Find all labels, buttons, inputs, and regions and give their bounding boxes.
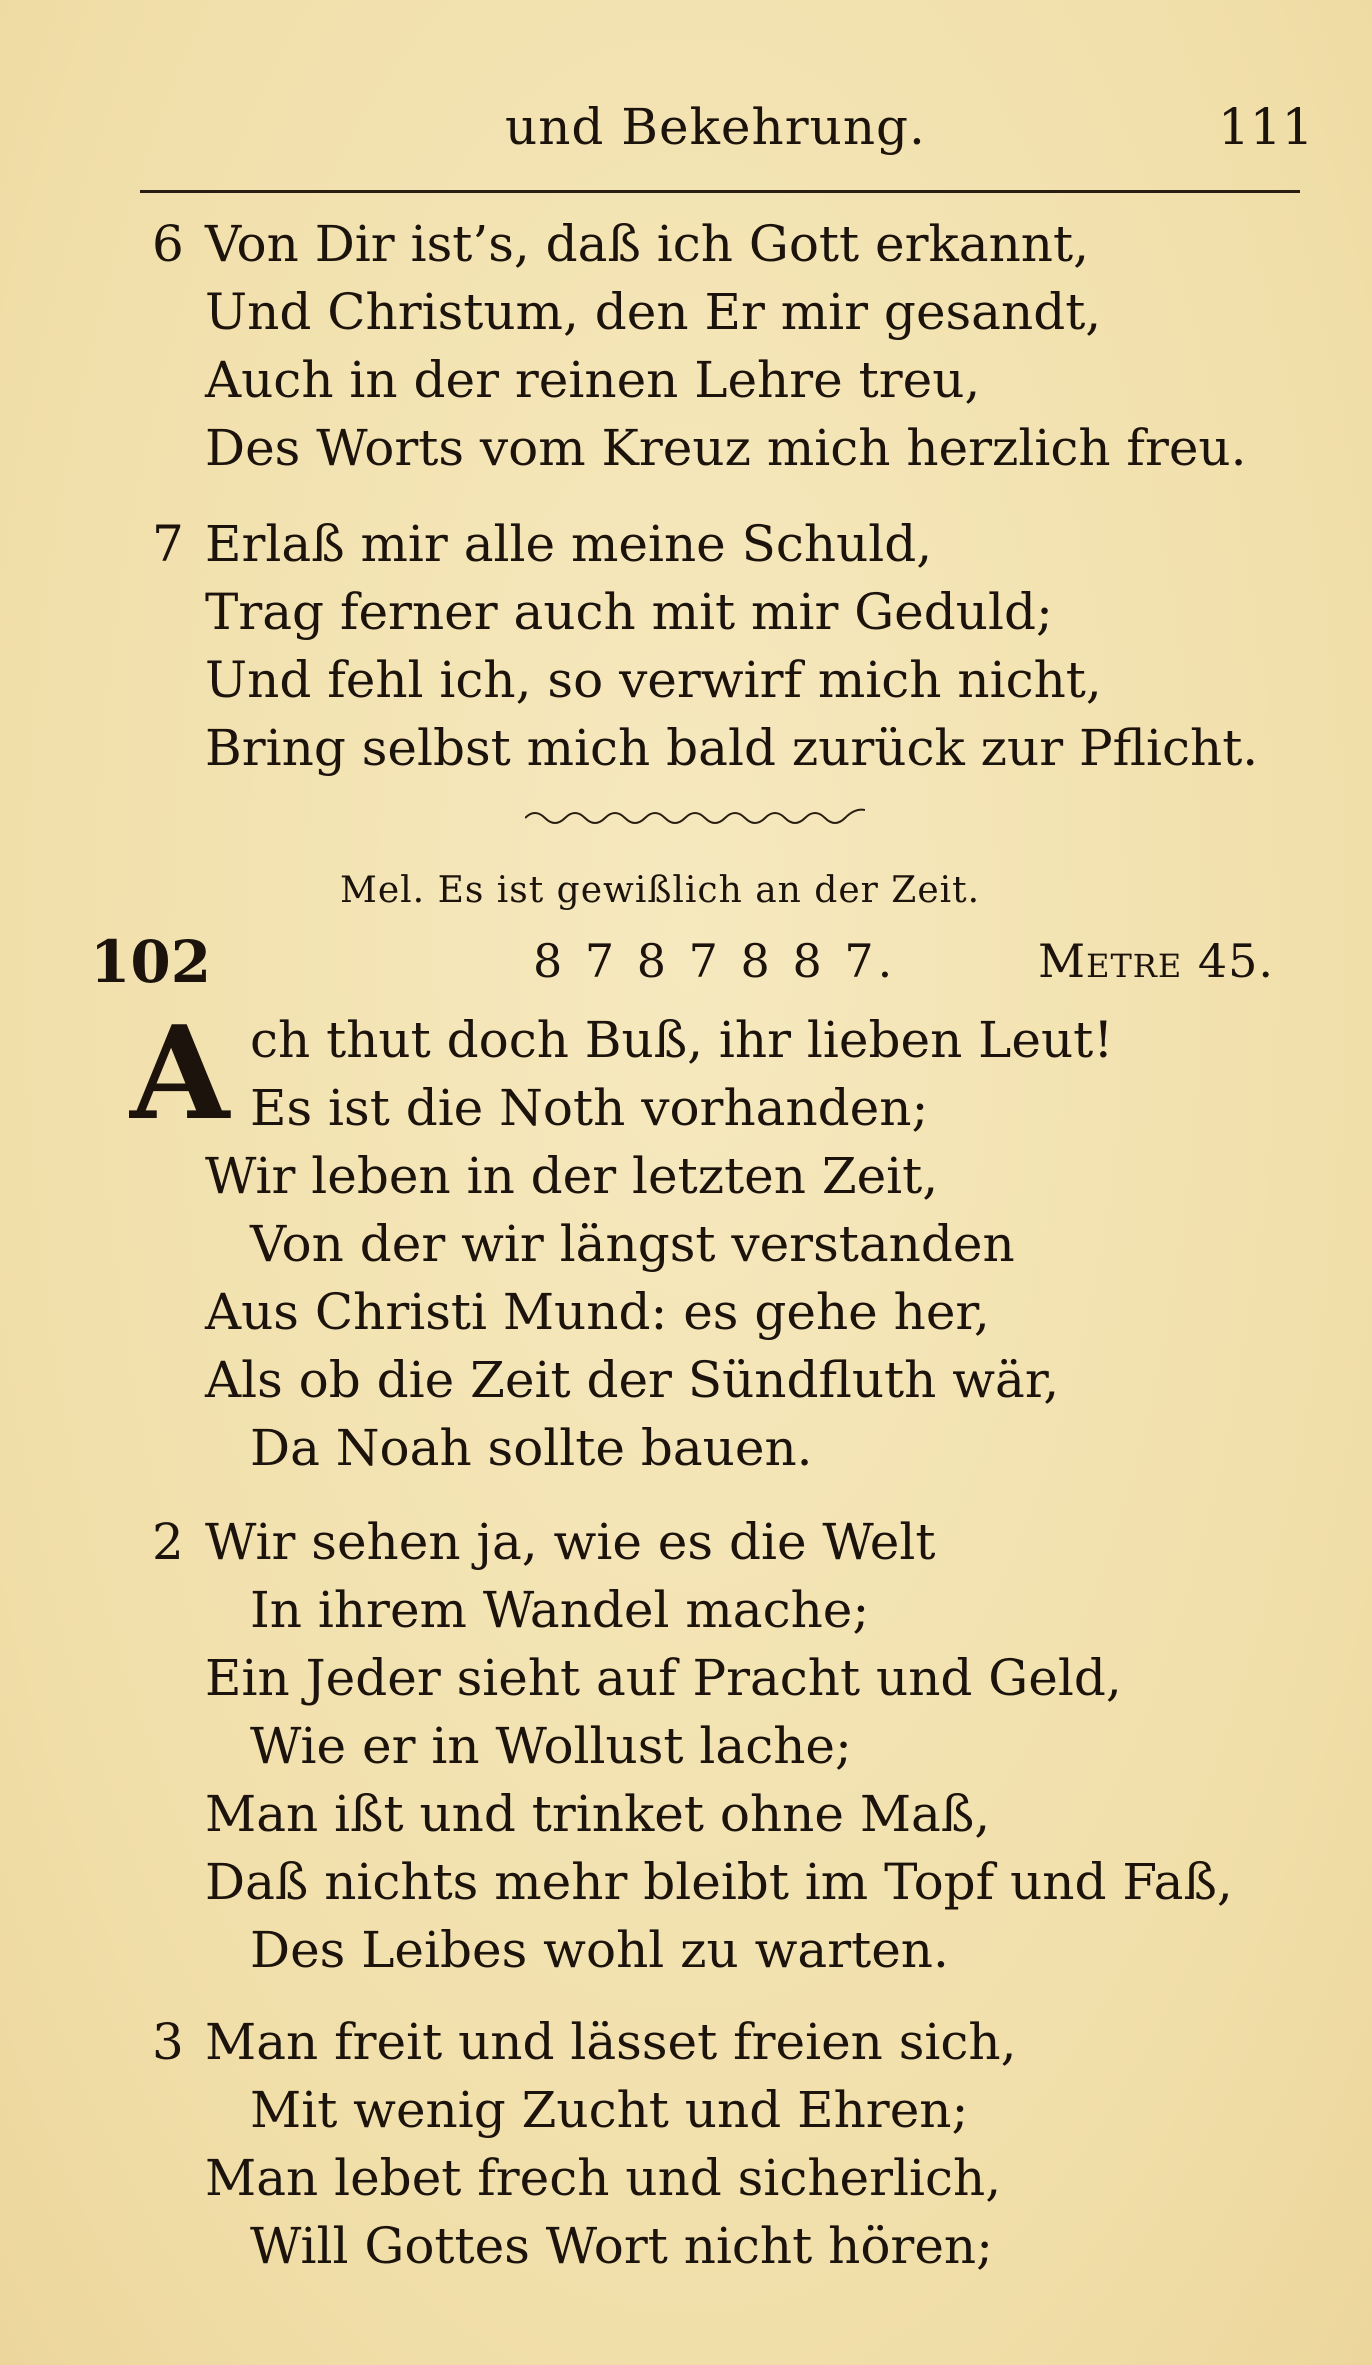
stanza-number: 6 (152, 215, 184, 273)
verse-line: Mit wenig Zucht und Ehren; (250, 2081, 969, 2139)
verse-line: Von Dir ist’s, daß ich Gott erkannt, (205, 215, 1089, 273)
verse-line: Wir leben in der letzten Zeit, (205, 1147, 939, 1205)
verse-line: Will Gottes Wort nicht hören; (250, 2217, 993, 2275)
verse-line: Man lebet frech und sicherlich, (205, 2149, 1002, 2207)
verse-line: Bring selbst mich bald zurück zur Pflicht. (205, 719, 1259, 777)
stanza-number: 7 (152, 515, 184, 573)
meter-name: Metre 45. (1038, 934, 1275, 988)
verse-line: Da Noah sollte bauen. (250, 1419, 813, 1477)
verse-line: Wie er in Wollust lache; (250, 1717, 852, 1775)
verse-line: In ihrem Wandel mache; (250, 1581, 870, 1639)
stanza-number: 2 (152, 1513, 184, 1571)
verse-line: Aus Christi Mund: es gehe her, (205, 1283, 990, 1341)
verse-line: Ein Jeder sieht auf Pracht und Geld, (205, 1649, 1122, 1707)
verse-line: Man freit und lässet freien sich, (205, 2013, 1017, 2071)
meter-digits: 8 7 8 7 8 8 7. (533, 934, 897, 988)
verse-line: Und Christum, den Er mir gesandt, (205, 283, 1102, 341)
verse-line: Man ißt und trinket ohne Maß, (205, 1785, 991, 1843)
stanza-number: 3 (152, 2013, 184, 2071)
verse-line: Trag ferner auch mit mir Geduld; (205, 583, 1053, 641)
verse-line: Als ob die Zeit der Sündfluth wär, (205, 1351, 1060, 1409)
verse-line: Auch in der reinen Lehre treu, (205, 351, 981, 409)
running-header: und Bekehrung. (505, 98, 926, 156)
verse-line: Und fehl ich, so verwirf mich nicht, (205, 651, 1102, 709)
drop-cap: A (130, 999, 230, 1149)
hymn-number: 102 (90, 928, 212, 996)
page-number: 111 (1218, 98, 1314, 156)
verse-line: Es ist die Noth vorhanden; (250, 1079, 929, 1137)
verse-line: Wir sehen ja, wie es die Welt (205, 1513, 936, 1571)
verse-line: ch thut doch Buß, ihr lieben Leut! (250, 1011, 1114, 1069)
ornament-divider (525, 806, 865, 830)
verse-line: Daß nichts mehr bleibt im Topf und Faß, (205, 1853, 1233, 1911)
header-rule (140, 190, 1300, 193)
verse-line: Des Worts vom Kreuz mich herzlich freu. (205, 419, 1247, 477)
verse-line: Erlaß mir alle meine Schuld, (205, 515, 933, 573)
verse-line: Des Leibes wohl zu warten. (250, 1921, 949, 1979)
verse-line: Von der wir längst verstanden (250, 1215, 1015, 1273)
melody-reference: Mel. Es ist gewißlich an der Zeit. (340, 870, 981, 911)
